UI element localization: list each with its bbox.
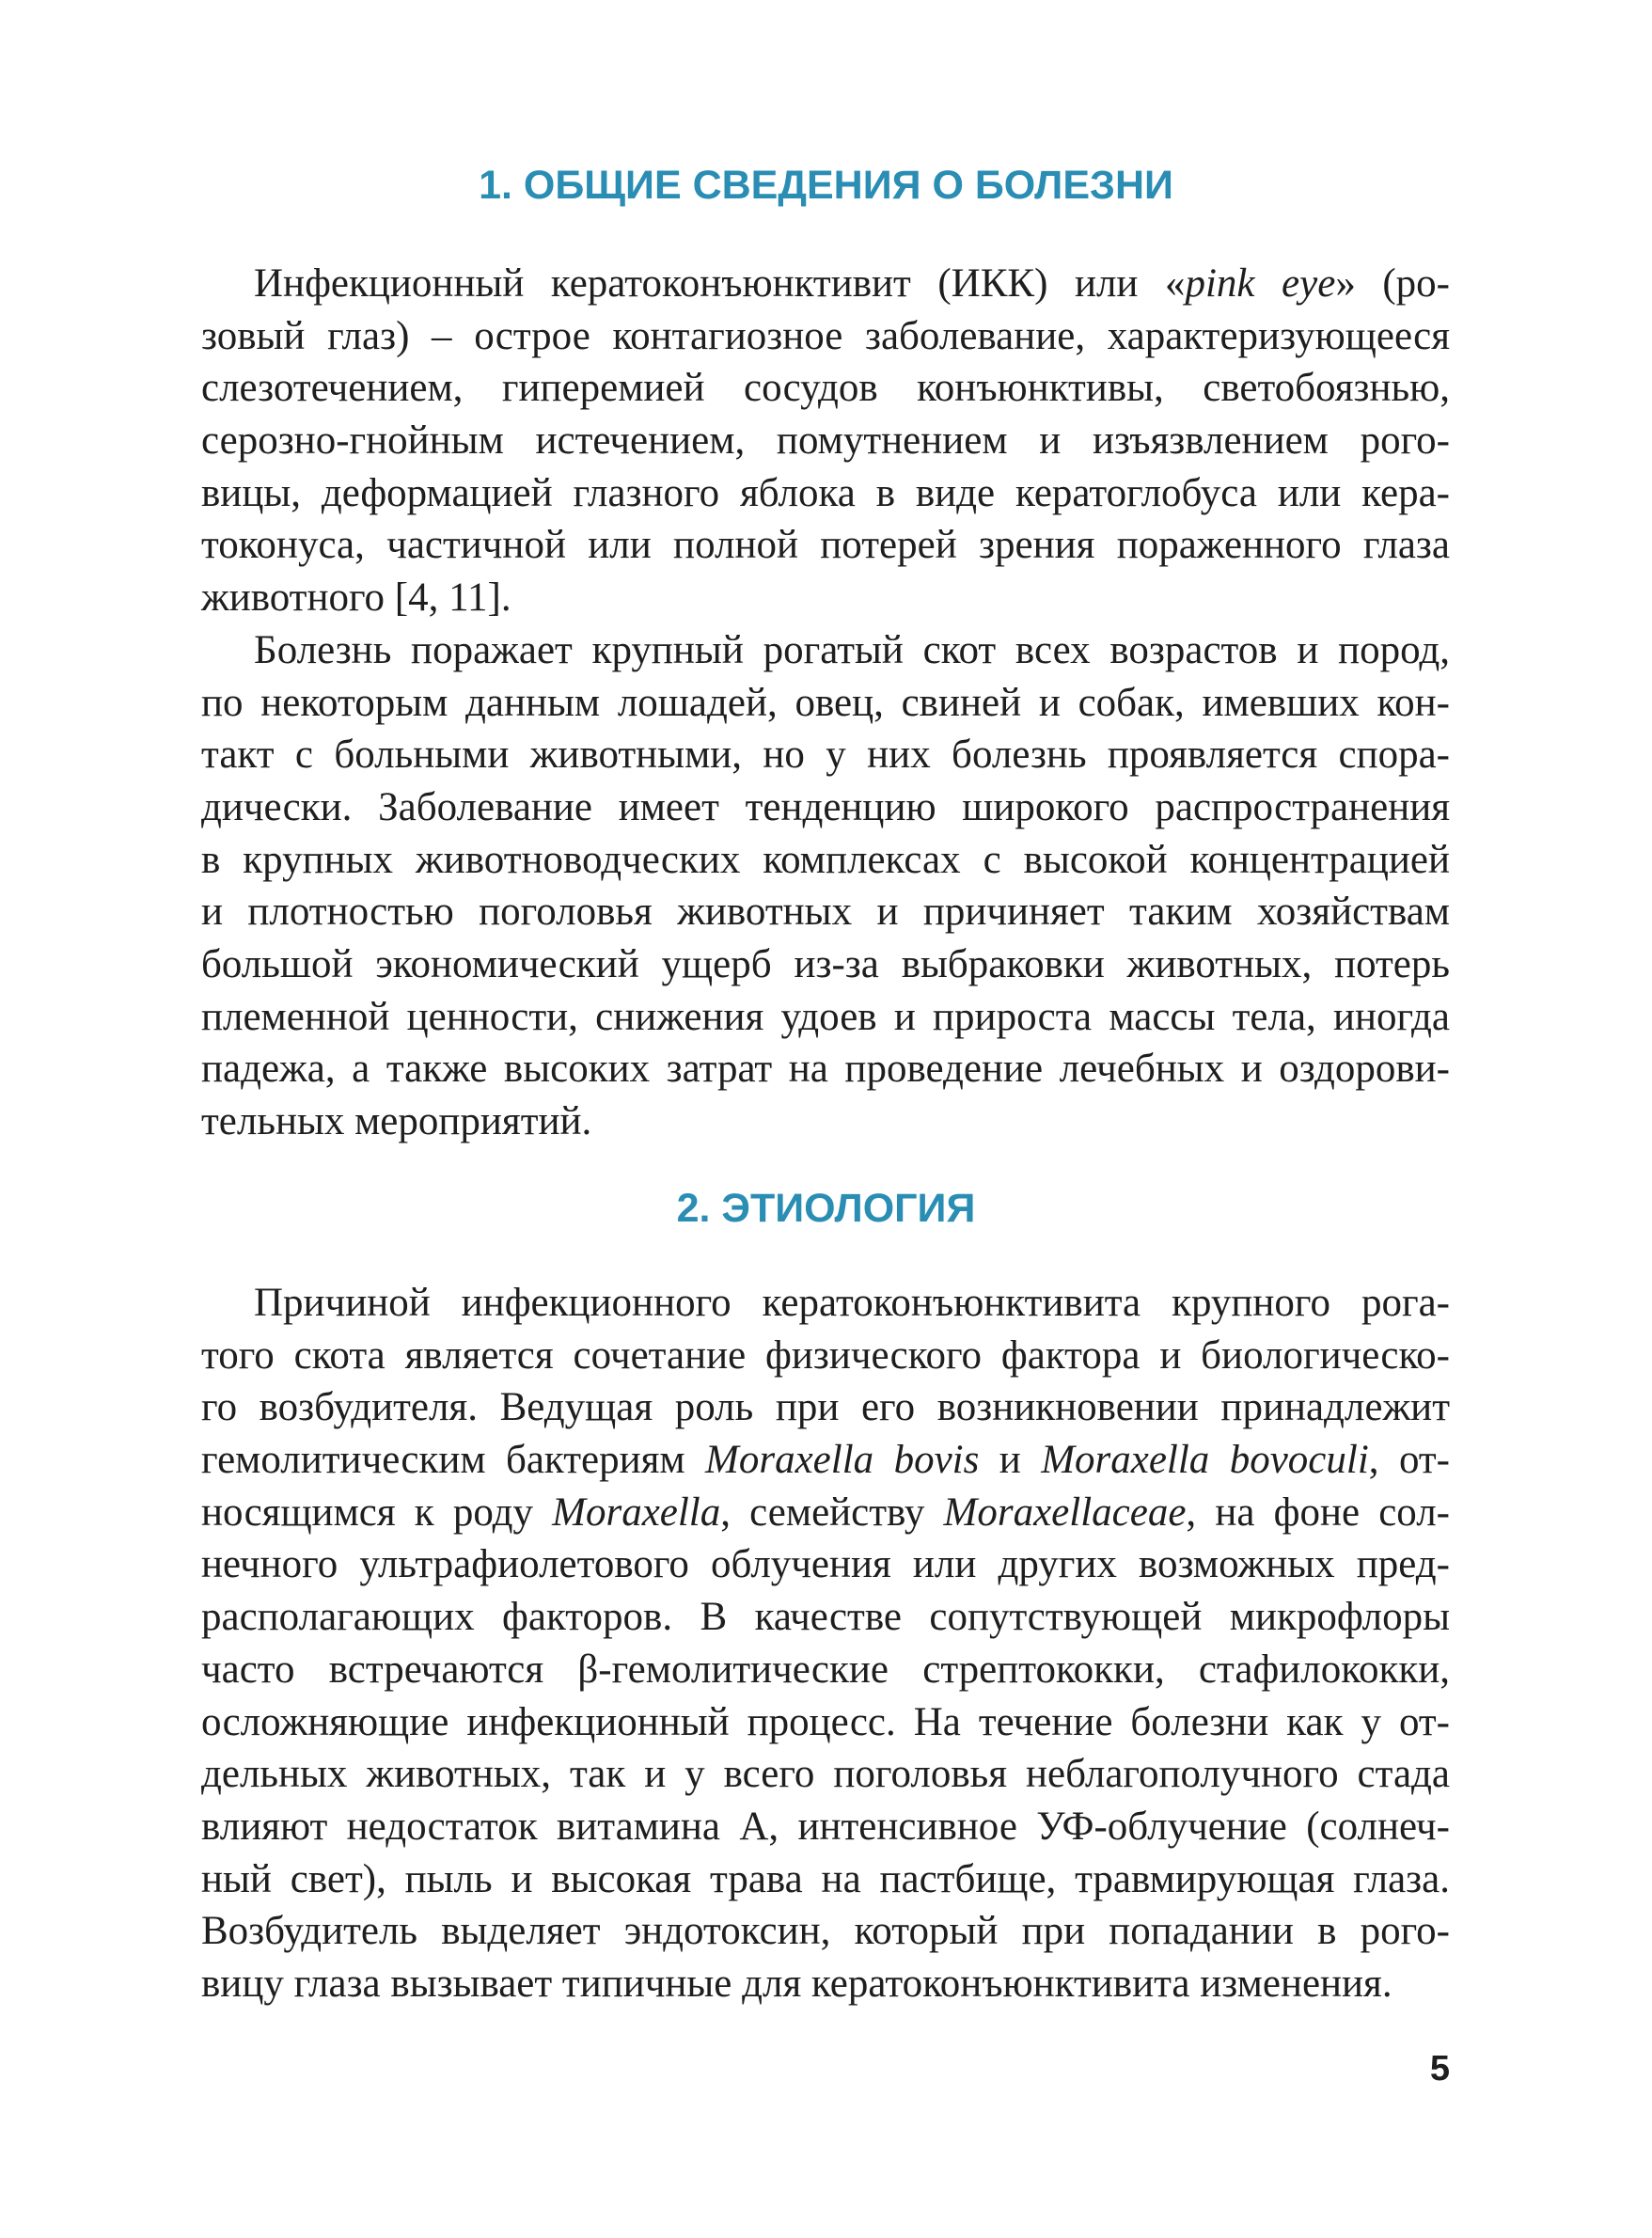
section-etiology-body <box>201 1277 1450 2010</box>
text-line: тельных мероприятий. <box>201 1099 592 1143</box>
text-line: Причиной инфекционного кератоконъюнктивита крупного рога- <box>254 1281 1450 1325</box>
text-line: го возбудителя. Ведущая роль при его возникновении принадлежит <box>201 1385 1450 1430</box>
text-line: часто встречаются β-гемолитические стрептококки, стафилококки, <box>201 1647 1450 1692</box>
text-line: по некоторым данным лошадей, овец, свиней и собак, имевших кон- <box>201 680 1450 725</box>
text-line: вицу глаза вызывает типичные для кератоконъюнктивита изменения. <box>201 1961 1392 2006</box>
page-number: 5 <box>1429 2049 1450 2088</box>
section-heading-etiology: 2. ЭТИОЛОГИЯ <box>676 1186 976 1231</box>
text-line: животного [4, 11]. <box>201 575 511 621</box>
text-line: влияют недостаток витамина А, интенсивное УФ-облучение (солнеч- <box>201 1804 1450 1849</box>
text-line: вицы, деформацией глазного яблока в виде кератоглобуса или кера- <box>201 470 1450 515</box>
text-line: носящимся к роду Moraxella, семейству Moraxellaceae, на фоне сол- <box>201 1489 1450 1535</box>
text-line: осложняющие инфекционный процесс. На течение болезни как у от- <box>201 1699 1450 1744</box>
text-line: большой экономический ущерб из-за выбраковки животных, потерь <box>201 941 1450 986</box>
text-line: того скота является сочетание физического фактора и биологическо- <box>201 1332 1450 1378</box>
section-heading-general-info: 1. ОБЩИЕ СВЕДЕНИЯ О БОЛЕЗНИ <box>479 163 1173 208</box>
text-line: в крупных животноводческих комплексах с высокой концентрацией <box>201 837 1450 882</box>
text-line: и плотностью поголовья животных и причиняет таким хозяйствам <box>201 890 1450 935</box>
text-line: Инфекционный кератоконъюнктивит (ИКК) или «pink eye» (ро- <box>254 261 1450 306</box>
text-line: дически. Заболевание имеет тенденцию широкого распространения <box>201 784 1450 829</box>
text-line: такт с больными животными, но у них болезнь проявляется спора- <box>201 733 1450 778</box>
text-line: располагающих факторов. В качестве сопутствующей микрофлоры <box>201 1595 1450 1640</box>
text-line: слезотечением, гиперемией сосудов конъюнктивы, светобоязнью, <box>201 366 1450 411</box>
text-line: Болезнь поражает крупный рогатый скот всех возрастов и пород, <box>254 627 1450 672</box>
text-line: Возбудитель выделяет эндотоксин, который при попадании в рого- <box>201 1909 1450 1954</box>
text-line: зовый глаз) – острое контагиозное заболевание, характеризующееся <box>201 313 1450 358</box>
text-line: ный свет), пыль и высокая трава на пастбище, травмирующая глаза. <box>201 1856 1450 1901</box>
text-line: падежа, а также высоких затрат на проведение лечебных и оздорови- <box>201 1047 1450 1092</box>
text-line: гемолитическим бактериям Moraxella bovis и Moraxella bovoculi, от- <box>201 1438 1450 1483</box>
text-line: племенной ценности, снижения удоев и прироста массы тела, иногда <box>201 994 1450 1039</box>
text-line: токонуса, частичной или полной потерей зрения пораженного глаза <box>201 523 1450 568</box>
section-general-info-body <box>201 258 1450 1148</box>
text-line: дельных животных, так и у всего поголовья неблагополучного стада <box>201 1752 1450 1797</box>
text-line: серозно-гнойным истечением, помутнением и изъязвлением рого- <box>201 418 1450 464</box>
text-line: нечного ультрафиолетового облучения или других возможных пред- <box>201 1542 1450 1587</box>
